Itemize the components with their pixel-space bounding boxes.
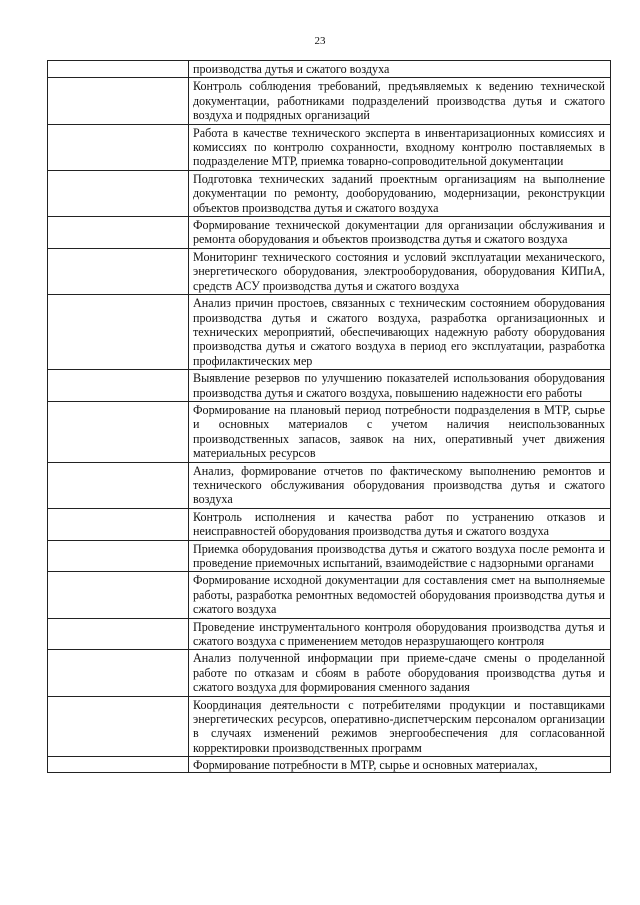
table-row	[48, 401, 611, 462]
empty-left-cell	[48, 696, 189, 757]
function-cell	[189, 217, 611, 249]
function-text: Формирование на плановый период потребности подразделения в МТР, сырье и основных материалов с учетом наличия неиспользованных производственных запасов, заявок на них, оперативный учет движения материальных ресурсов	[193, 402, 605, 461]
function-text: Выявление резервов по улучшению показателей использования оборудования производства дутья и сжатого воздуха, повышению надежности его работы	[193, 371, 605, 400]
function-cell	[189, 370, 611, 402]
table-row	[48, 295, 611, 370]
function-cell	[189, 61, 611, 78]
function-cell	[189, 618, 611, 650]
function-text: Формирование исходной документации для составления смет на выполняемые работы, разработка ремонтных ведомостей оборудования производства дутья и сжатого воздуха	[193, 573, 605, 617]
function-text: Контроль исполнения и качества работ по устранению отказов и неисправностей оборудования производства дутья и сжатого воздуха	[193, 509, 605, 539]
empty-left-cell	[48, 650, 189, 696]
function-text: Контроль соблюдения требований, предъявляемых к ведению технической документации, работниками подразделений производства дутья и сжатого воздуха и подрядных организаций	[193, 79, 605, 123]
empty-left-cell	[48, 248, 189, 294]
function-cell	[189, 572, 611, 618]
function-text: Мониторинг технического состояния и условий эксплуатации механического, энергетического оборудования, электрооборудования, оборудования КИПиА, средств АСУ производства дутья и сжатого воздуха	[193, 249, 605, 293]
table-row	[48, 217, 611, 249]
function-cell	[189, 462, 611, 508]
function-text: Формирование технической документации для организации обслуживания и ремонта оборудования и объектов производства дутья и сжатого воздуха	[193, 218, 605, 247]
function-cell	[189, 78, 611, 124]
function-cell	[189, 295, 611, 370]
empty-left-cell	[48, 572, 189, 618]
table-row	[48, 78, 611, 124]
table-body	[48, 61, 611, 773]
function-cell	[189, 696, 611, 757]
table-row	[48, 170, 611, 216]
function-text: Координация деятельности с потребителями продукции и поставщиками энергетических ресурсов, оперативно-диспетчерским персоналом организации в случаях изменений режимов энергообеспечения для согласованной корректировки производственных программ	[193, 697, 605, 755]
function-cell	[189, 540, 611, 572]
table-row	[48, 124, 611, 170]
empty-left-cell	[48, 757, 189, 773]
function-text: Приемка оборудования производства дутья и сжатого воздуха после ремонта и проведение приемочных испытаний, взаимодействие с надзорными органами	[193, 541, 605, 570]
empty-left-cell	[48, 401, 189, 462]
empty-left-cell	[48, 370, 189, 402]
labor-functions-table	[47, 60, 611, 773]
table-row	[48, 618, 611, 650]
function-text: Подготовка технических заданий проектным организациям на выполнение документации по ремонту, дооборудованию, модернизации, реконструкции объектов производства дутья и сжатого воздуха	[193, 171, 605, 215]
empty-left-cell	[48, 540, 189, 572]
empty-left-cell	[48, 508, 189, 540]
function-text: производства дутья и сжатого воздуха	[193, 62, 390, 76]
function-text: Анализ, формирование отчетов по фактическому выполнению ремонтов и технического обслуживания оборудования производства дутья и сжатого воздуха	[193, 463, 605, 507]
function-cell	[189, 248, 611, 294]
empty-left-cell	[48, 124, 189, 170]
function-cell	[189, 650, 611, 696]
function-text: Формирование потребности в МТР, сырье и основных материалах,	[193, 758, 538, 773]
table-row	[48, 696, 611, 757]
function-text: Анализ причин простоев, связанных с техническим состоянием оборудования производства дутья и сжатого воздуха, разработка организационных и технических мероприятий, обеспечивающих надежную работу оборудования производства дутья и сжатого воздуха в период его эксплуатации, разработка профилактических мер	[193, 296, 605, 368]
table-row	[48, 757, 611, 773]
function-cell	[189, 170, 611, 216]
table-row	[48, 370, 611, 402]
table-row	[48, 248, 611, 294]
empty-left-cell	[48, 462, 189, 508]
empty-left-cell	[48, 295, 189, 370]
table-row	[48, 508, 611, 540]
empty-left-cell	[48, 170, 189, 216]
function-cell	[189, 508, 611, 540]
table-row	[48, 61, 611, 78]
table-row	[48, 572, 611, 618]
function-text: Анализ полученной информации при приеме-сдаче смены о проделанной работе по отказам и сбоям в работе оборудования производства дутья и сжатого воздуха для формирования сменного задания	[193, 651, 605, 695]
empty-left-cell	[48, 618, 189, 650]
table-row	[48, 462, 611, 508]
function-cell	[189, 757, 611, 773]
empty-left-cell	[48, 217, 189, 249]
function-cell	[189, 124, 611, 170]
function-cell	[189, 401, 611, 462]
empty-left-cell	[48, 78, 189, 124]
table-row	[48, 650, 611, 696]
empty-left-cell	[48, 61, 189, 78]
table-row	[48, 540, 611, 572]
page-number: 23	[314, 35, 326, 47]
function-text: Работа в качестве технического эксперта в инвентаризационных комиссиях и комиссиях по контролю сохранности, входному контролю поставляемых в подразделение МТР, приемка товарно-сопроводительной документации	[193, 125, 605, 169]
function-text: Проведение инструментального контроля оборудования производства дутья и сжатого воздуха с применением методов неразрушающего контроля	[193, 619, 605, 649]
